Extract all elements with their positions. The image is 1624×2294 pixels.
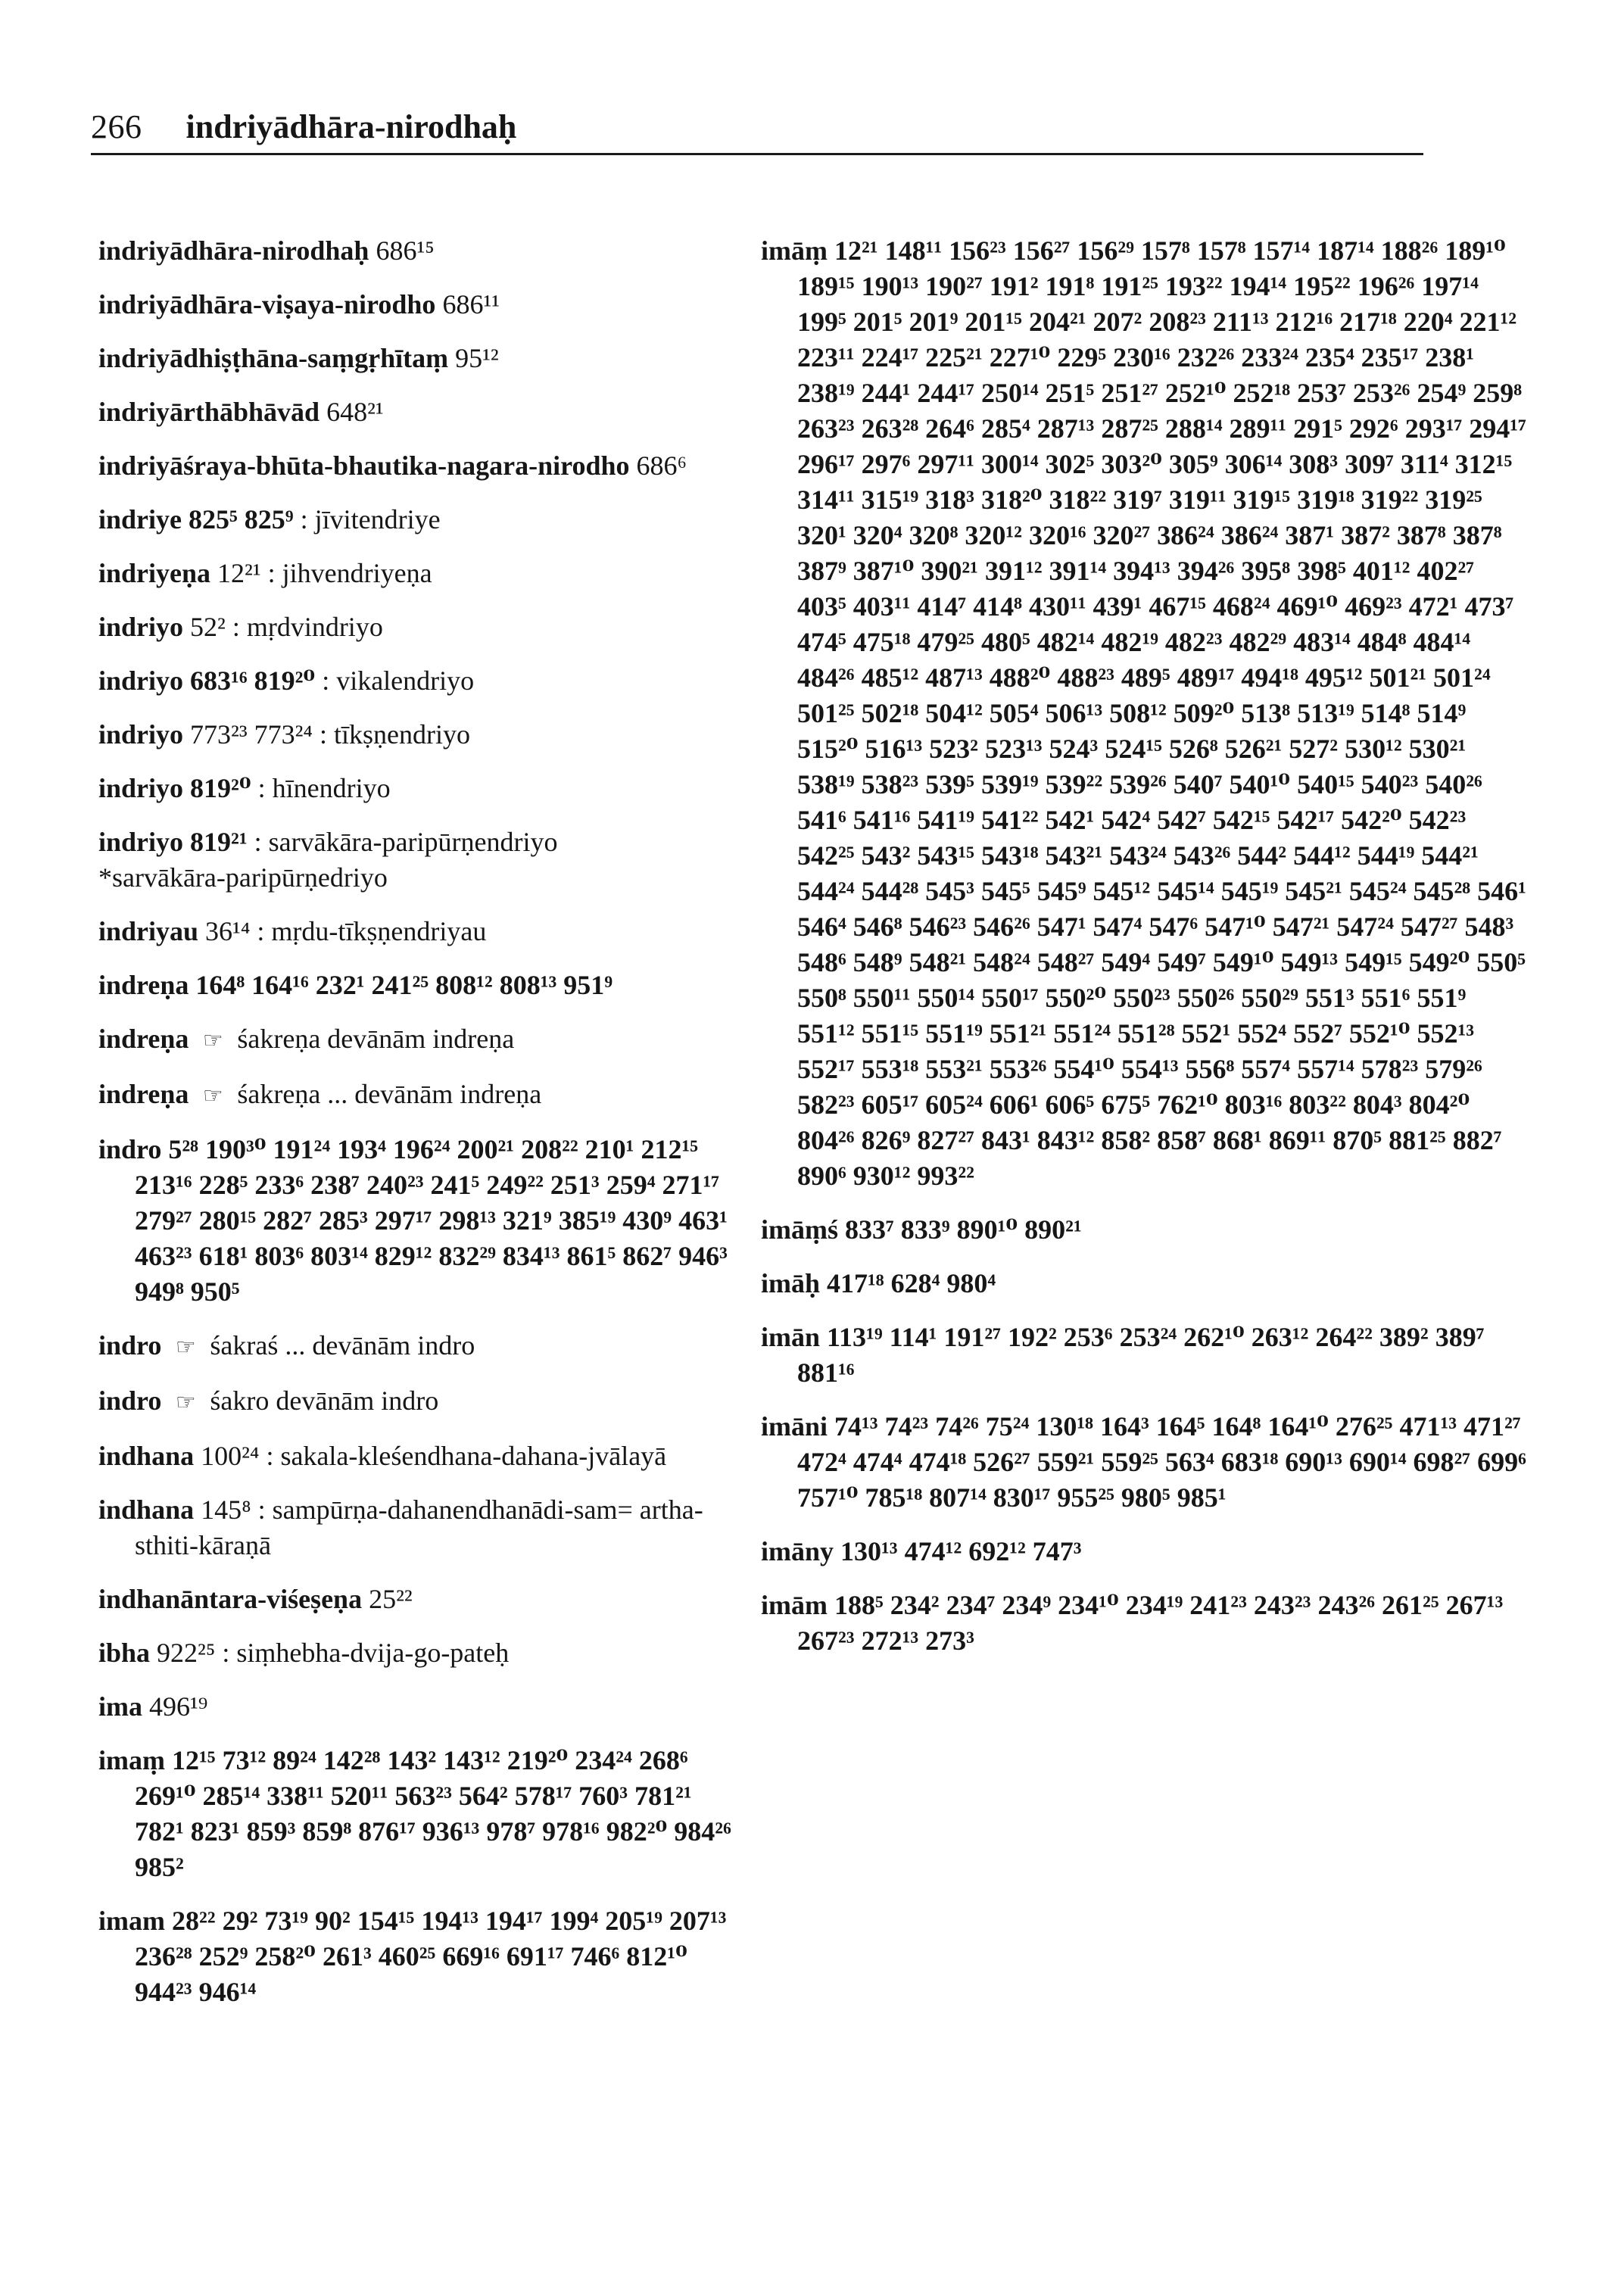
index-entry [98,1635,734,1671]
index-entry [761,1534,1529,1569]
reference-list: 12²¹ [217,558,261,588]
headword: imam [98,1906,165,1936]
index-entry [98,609,734,645]
reference-list: 5²⁸ 190³⁰ 191²⁴ 193⁴ 196²⁴ 200²¹ 208²² 210¹ 212¹⁵ 213¹⁶ 228⁵ 233⁶ 238⁷ 240²³ 241⁵ 249²² 251³ 259⁴ 271¹⁷ 279²⁷ 280¹⁵ 282⁷ 285³ 297¹⁷ 298¹³ 321⁹ 385¹⁹ 430⁹ 463¹ 463²³ 618¹ 803⁶ 803¹⁴ 829¹² 832²⁹ 834¹³ 861⁵ 862⁷ 946³ 949⁸ 950⁵ [135,1134,728,1307]
page-number: 266 [91,108,142,145]
reference-list: 12²¹ 148¹¹ 156²³ 156²⁷ 156²⁹ 157⁸ 157⁸ 157¹⁴ 187¹⁴ 188²⁶ 189¹⁰ 189¹⁵ 190¹³ 190²⁷ 191² 191⁸ 191²⁵ 193²² 194¹⁴ 195²² 196²⁶ 197¹⁴ 199⁵ 201⁵ 201⁹ 201¹⁵ 204²¹ 207² 208²³ 211¹³ 212¹⁶ 217¹⁸ 220⁴ 221¹² 223¹¹ 224¹⁷ 225²¹ 227¹⁰ 229⁵ 230¹⁶ 232²⁶ 233²⁴ 235⁴ 235¹⁷ 238¹ 238¹⁹ 244¹ 244¹⁷ 250¹⁴ 251⁵ 251²⁷ 252¹⁰ 252¹⁸ 253⁷ 253²⁶ 254⁹ 259⁸ 263²³ 263²⁸ 264⁶ 285⁴ 287¹³ 287²⁵ 288¹⁴ 289¹¹ 291⁵ 292⁶ 293¹⁷ 294¹⁷ 296¹⁷ 297⁶ 297¹¹ 300¹⁴ 302⁵ 303²⁰ 305⁹ 306¹⁴ 308³ 309⁷ 311⁴ 312¹⁵ 314¹¹ 315¹⁹ 318³ 318²⁰ 318²² 319⁷ 319¹¹ 319¹⁵ 319¹⁸ 319²² 319²⁵ 320¹ 320⁴ 320⁸ 320¹² 320¹⁶ 320²⁷ 386²⁴ 386²⁴ 387¹ 387² 387⁸ 387⁸ 387⁹ 387¹⁰ 390²¹ 391¹² 391¹⁴ 394¹³ 394²⁶ 395⁸ 398⁵ 401¹² 402²⁷ 403⁵ 403¹¹ 414⁷ 414⁸ 430¹¹ 439¹ 467¹⁵ 468²⁴ 469¹⁰ 469²³ 472¹ 473⁷ 474⁵ 475¹⁸ 479²⁵ 480⁵ 482¹⁴ 482¹⁹ 482²³ 482²⁹ 483¹⁴ 484⁸ 484¹⁴ 484²⁶ 485¹² 487¹³ 488²⁰ 488²³ 489⁵ 489¹⁷ 494¹⁸ 495¹² 501²¹ 501²⁴ 501²⁵ 502¹⁸ 504¹² 505⁴ 506¹³ 508¹² 509²⁰ 513⁸ 513¹⁹ 514⁸ 514⁹ 515²⁰ 516¹³ 523² 523¹³ 524³ 524¹⁵ 526⁸ 526²¹ 527² 530¹² 530²¹ 538¹⁹ 538²³ 539⁵ 539¹⁹ 539²² 539²⁶ 540⁷ 540¹⁰ 540¹⁵ 540²³ 540²⁶ 541⁶ 541¹⁶ 541¹⁹ 541²² 542¹ 542⁴ 542⁷ 542¹⁵ 542¹⁷ 542²⁰ 542²³ 542²⁵ 543² 543¹⁵ 543¹⁸ 543²¹ 543²⁴ 543²⁶ 544² 544¹² 544¹⁹ 544²¹ 544²⁴ 544²⁸ 545³ 545⁵ 545⁹ 545¹² 545¹⁴ 545¹⁹ 545²¹ 545²⁴ 545²⁸ 546¹ 546⁴ 546⁸ 546²³ 546²⁶ 547¹ 547⁴ 547⁶ 547¹⁰ 547²¹ 547²⁴ 547²⁷ 548³ 548⁶ 548⁹ 548²¹ 548²⁴ 548²⁷ 549⁴ 549⁷ 549¹⁰ 549¹³ 549¹⁵ 549²⁰ 550⁵ 550⁸ 550¹¹ 550¹⁴ 550¹⁷ 550²⁰ 550²³ 550²⁶ 550²⁹ 551³ 551⁶ 551⁹ 551¹² 551¹⁵ 551¹⁹ 551²¹ 551²⁴ 551²⁸ 552¹ 552⁴ 552⁷ 552¹⁰ 552¹³ 552¹⁷ 553¹⁸ 553²¹ 553²⁶ 554¹⁰ 554¹³ 556⁸ 557⁴ 557¹⁴ 578²³ 579²⁶ 582²³ 605¹⁷ 605²⁴ 606¹ 606⁵ 675⁵ 762¹⁰ 803¹⁶ 803²² 804³ 804²⁰ 804²⁶ 826⁹ 827²⁷ 843¹ 843¹² 858² 858⁷ 868¹ 869¹¹ 870⁵ 881²⁵ 882⁷ 890⁶ 930¹² 993²² [797,235,1526,1191]
headword: indriyo [98,612,184,642]
gloss-text: śakreṇa devānām indreṇa [237,1024,515,1054]
index-entry [98,968,734,1003]
index-entry [98,914,734,949]
reference-list: 74¹³ 74²³ 74²⁶ 75²⁴ 130¹⁸ 164³ 164⁵ 164⁸ 164¹⁰ 276²⁵ 471¹³ 471²⁷ 472⁴ 474⁴ 474¹⁸ 526²⁷ 559²¹ 559²⁵ 563⁴ 683¹⁸ 690¹³ 690¹⁴ 698²⁷ 699⁶ 757¹⁰ 785¹⁸ 807¹⁴ 830¹⁷ 955²⁵ 980⁵ 985¹ [797,1411,1526,1513]
index-entry [761,1409,1529,1516]
pointing-hand-icon: ☞ [202,1028,223,1053]
reference-list: 686¹¹ [442,289,500,319]
headword: indro [98,1330,162,1361]
index-entry [98,1438,734,1474]
reference-list: 683¹⁶ 819²⁰ [190,665,316,696]
pointing-hand-icon: ☞ [175,1335,196,1360]
reference-list: 819²¹ [190,827,248,857]
gloss-text: śakraś ... devānām indro [210,1330,475,1361]
gloss-text: : mṛdvindriyo [232,612,383,642]
index-entry [761,1588,1529,1659]
reference-list: 496¹⁹ [149,1691,208,1722]
pointing-hand-icon: ☞ [175,1390,196,1415]
headword: imāṃś [761,1214,838,1245]
index-entry [761,233,1529,1194]
gloss-text: : sarvākāra-paripūrṇendriyo [254,827,558,857]
headword: imāny [761,1536,834,1566]
index-entry [761,1212,1529,1248]
index-entry [98,1328,734,1365]
right-column [761,233,1529,1677]
gloss-text: : jihvendriyeṇa [267,558,432,588]
headword: indro [98,1134,162,1164]
page-header [91,108,1423,146]
index-entry [98,1021,734,1058]
headword: imām [761,1590,828,1620]
index-entry [98,663,734,699]
gloss-text: : sakala-kleśendhana-dahana-jvālayā [266,1441,667,1471]
reference-list: 825⁵ 825⁹ [189,504,294,535]
headword: indriyādhiṣṭhāna-saṃgṛhītaṃ [98,343,449,373]
headword: indriyo [98,665,184,696]
headword: indriye [98,504,182,535]
index-entry [98,1132,734,1310]
headword: indriyo [98,827,184,857]
index-entry [98,717,734,753]
gloss-text: śakro devānām indro [210,1385,439,1416]
index-entry [98,287,734,323]
variant-note: *sarvākāra-paripūrṇedriyo [98,862,388,893]
index-entry [98,824,734,896]
gloss-text: : vikalendriyo [322,665,475,696]
reference-list: 36¹⁴ [205,916,251,946]
reference-list: 164⁸ 164¹⁶ 232¹ 241²⁵ 808¹² 808¹³ 951⁹ [195,970,613,1000]
index-entry [98,771,734,806]
headword: indreṇa [98,1079,189,1109]
reference-list: 188⁵ 234² 234⁷ 234⁹ 234¹⁰ 234¹⁹ 241²³ 243²³ 243²⁶ 261²⁵ 267¹³ 267²³ 272¹³ 273³ [797,1590,1504,1656]
headword: indriyāśraya-bhūta-bhautika-nagara-nirodho [98,450,630,481]
index-entry [761,1266,1529,1301]
pointing-hand-icon: ☞ [202,1083,223,1108]
headword: indro [98,1385,162,1416]
headword: imāni [761,1411,828,1442]
gloss-text: : siṃhebha-dvija-go-pateḥ [222,1638,510,1668]
headword: indhana [98,1495,195,1525]
gloss-text: : sampūrṇa-dahanendhanādi-sam= artha-sthiti-kāraṇā [135,1495,703,1560]
reference-list: 686¹⁵ [376,235,435,266]
headword: indreṇa [98,970,189,1000]
index-entry [98,1903,734,2010]
gloss-text: : tīkṣṇendriyo [319,719,470,750]
index-entry [98,1743,734,1885]
index-entry [98,341,734,376]
gloss-text: : jīvitendriye [300,504,441,535]
reference-list: 95¹² [455,343,499,373]
index-entry [98,1689,734,1725]
reference-list: 52² [190,612,226,642]
reference-list: 100²⁴ [201,1441,260,1471]
headword: imaṃ [98,1745,165,1775]
reference-list: 773²³ 773²⁴ [190,719,313,750]
headword: indriyo [98,719,184,750]
index-entry [98,502,734,538]
headword: ibha [98,1638,151,1668]
reference-list: 833⁷ 833⁹ 890¹⁰ 890²¹ [845,1214,1082,1245]
reference-list: 819²⁰ [190,773,251,803]
index-entry [761,1320,1529,1391]
reference-list: 686⁶ [636,450,687,481]
gloss-text: śakreṇa ... devānām indreṇa [237,1079,542,1109]
gloss-text: : hīnendriyo [257,773,391,803]
reference-list: 922²⁵ [157,1638,216,1668]
reference-list: 12¹⁵ 73¹² 89²⁴ 142²⁸ 143² 143¹² 219²⁰ 234²⁴ 268⁶ 269¹⁰ 285¹⁴ 338¹¹ 520¹¹ 563²³ 564² 578¹⁷ 760³ 781²¹ 782¹ 823¹ 859³ 859⁸ 876¹⁷ 936¹³ 978⁷ 978¹⁶ 982²⁰ 984²⁶ 985² [135,1745,731,1882]
reference-list: 417¹⁸ 628⁴ 980⁴ [827,1268,996,1298]
index-entry [98,556,734,591]
left-column [98,233,734,2028]
headword: imāṃ [761,235,828,266]
reference-list: 145⁸ [201,1495,251,1525]
index-entry [98,1383,734,1420]
headword: indriyādhāra-nirodhaḥ [98,235,369,266]
headword: indriyo [98,773,184,803]
reference-list: 648²¹ [326,397,384,427]
headword: ima [98,1691,142,1722]
index-entry [98,448,734,484]
index-entry [98,233,734,269]
gloss-text: : mṛdu-tīkṣṇendriyau [257,916,487,946]
reference-list: 25²² [369,1584,413,1614]
reference-list: 28²² 29² 73¹⁹ 90² 154¹⁵ 194¹³ 194¹⁷ 199⁴ 205¹⁹ 207¹³ 236²⁸ 252⁹ 258²⁰ 261³ 460²⁵ 669¹⁶ 691¹⁷ 746⁶ 812¹⁰ 944²³ 946¹⁴ [135,1906,727,2007]
headword: indhana [98,1441,195,1471]
headword: indriyādhāra-viṣaya-nirodho [98,289,436,319]
headword: indhanāntara-viśeṣeṇa [98,1584,363,1614]
headword: indriyeṇa [98,558,211,588]
reference-list: 130¹³ 474¹² 692¹² 747³ [840,1536,1082,1566]
headword: imān [761,1322,821,1352]
reference-list: 113¹⁹ 114¹ 191²⁷ 192² 253⁶ 253²⁴ 262¹⁰ 263¹² 264²² 389² 389⁷ 881¹⁶ [797,1322,1485,1388]
headword: indriyau [98,916,199,946]
headword: imāḥ [761,1268,821,1298]
index-entry [98,1077,734,1114]
index-entry [98,1582,734,1617]
header-rule [91,153,1423,155]
running-title: indriyādhāra-nirodhaḥ [185,108,517,145]
headword: indriyārthābhāvād [98,397,320,427]
headword: indreṇa [98,1024,189,1054]
index-entry [98,394,734,430]
index-entry [98,1492,734,1563]
